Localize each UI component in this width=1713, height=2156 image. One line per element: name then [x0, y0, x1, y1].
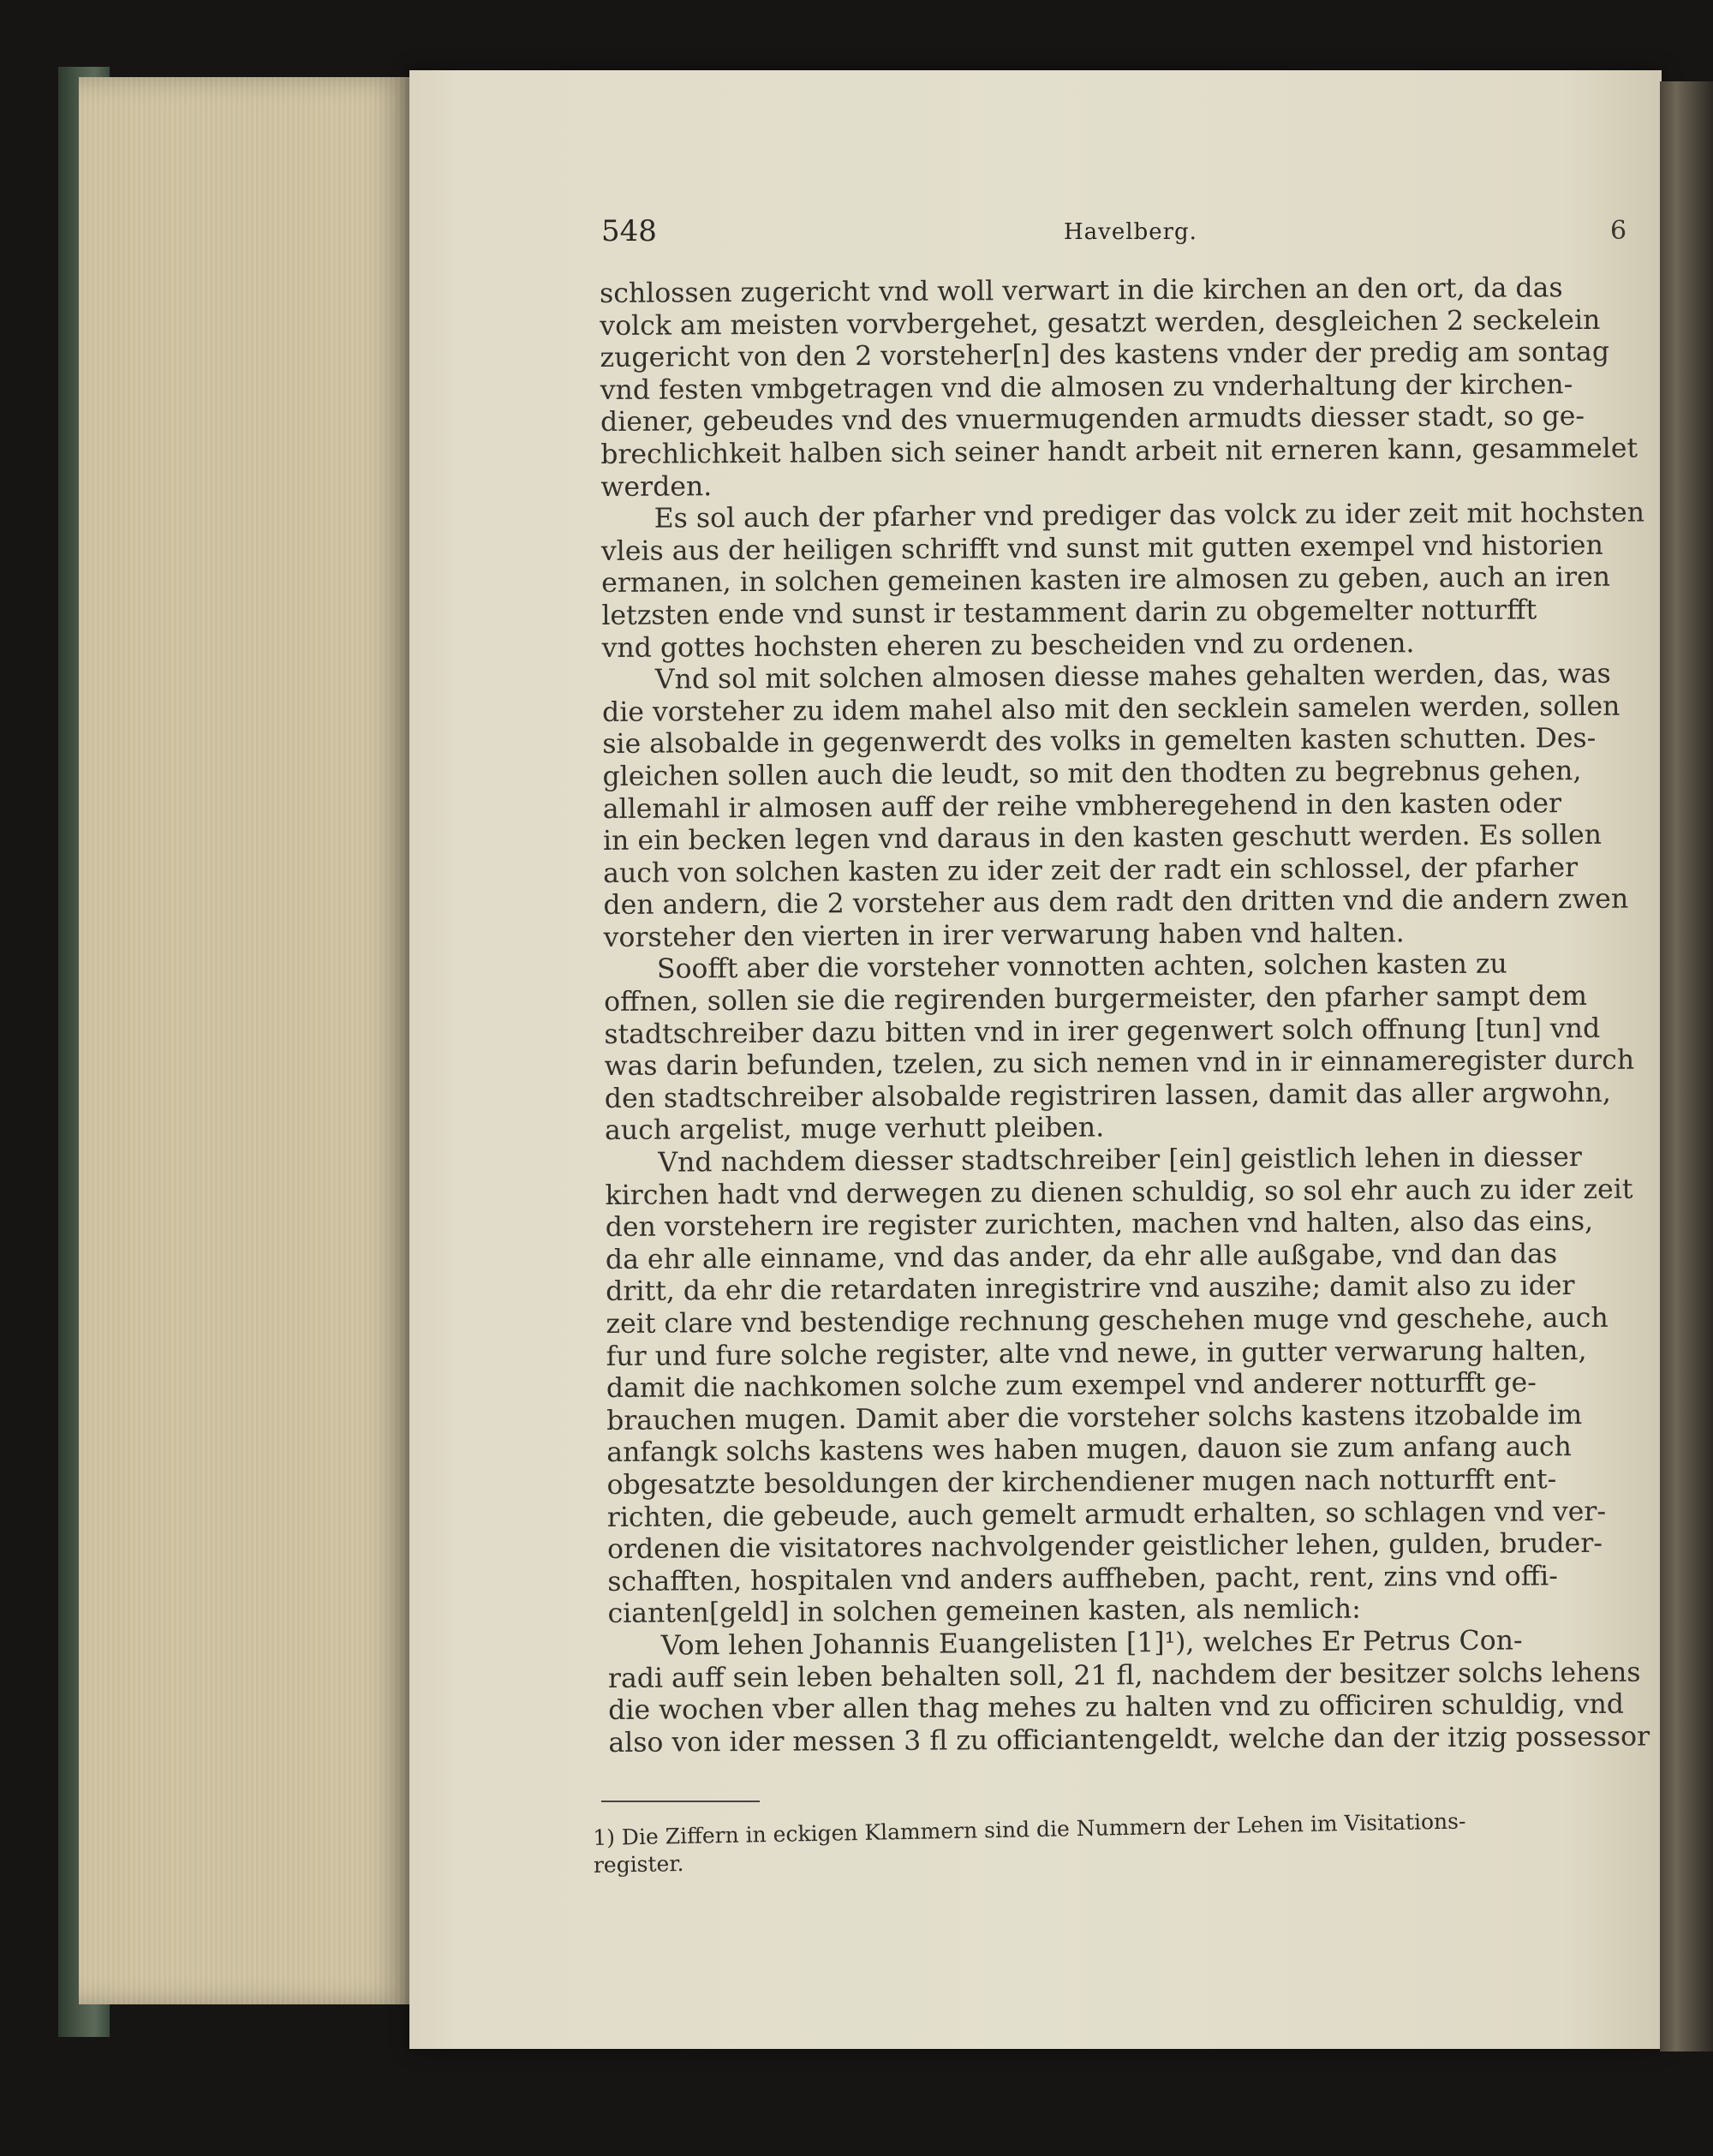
text-line: anfangk solchs kastens wes haben mugen, dauon sie zum anfang auch [606, 1431, 1572, 1469]
page-number: 548 [601, 214, 657, 248]
text-line: Vnd sol mit solchen almosen diesse mahes gehalten werden, das, was [654, 658, 1611, 696]
body-text [600, 272, 1650, 1760]
text-line: Soofft aber die vorsteher vonnotten achten, solchen kasten zu [656, 949, 1507, 986]
text-line: richten, die gebeude, auch gemelt armudt erhalten, so schlagen vnd ver- [606, 1496, 1607, 1533]
text-line: sie alsobalde in gegenwerdt des volks in gemelten kasten schutten. Des- [602, 723, 1597, 761]
text-line: schlossen zugericht vnd woll verwart in die kirchen an den ort, da das [600, 272, 1563, 309]
text-line: in ein becken legen vnd daraus in den kasten geschutt werden. Es sollen [602, 819, 1603, 857]
text-line: die wochen vber allen thag mehes zu halten vnd zu officiren schuldig, vnd [608, 1688, 1625, 1727]
text-line: letzsten ende vnd sunst ir testamment darin zu obgemelter notturfft [601, 594, 1537, 631]
text-line: zugericht von den 2 vorsteher[n] des kastens vnder der predig am sontag [600, 336, 1610, 374]
text-line: auch von solchen kasten zu ider zeit der radt ein schlossel, der pfarher [603, 851, 1579, 889]
text-line: ordenen die visitatores nachvolgender geistlicher lehen, gulden, bruder- [606, 1528, 1603, 1566]
text-line: den stadtschreiber alsobalde registriren lassen, damit das aller argwohn, [604, 1077, 1611, 1114]
text-line: vnd festen vmbgetragen vnd die almosen zu vnderhaltung der kirchen- [600, 368, 1573, 406]
text-line: radi auff sein leben behalten soll, 21 fl, nachdem der besitzer solchs lehens [607, 1657, 1641, 1694]
running-head: Havelberg. [1064, 219, 1197, 245]
text-line: vleis aus der heiligen schrifft vnd sunst mit gutten exempel vnd historien [600, 529, 1603, 567]
text-line: die vorsteher zu idem mahel also mit den secklein samelen werden, sollen [601, 690, 1620, 728]
text-line: cianten[geld] in solchen gemeinen kasten, als nemlich: [607, 1593, 1361, 1630]
text-line: werden. [600, 470, 713, 503]
text-line: offnen, sollen sie die regirenden burgermeister, den pfarher sampt dem [604, 981, 1588, 1018]
text-line: vorsteher den vierten in irer verwarung haben vnd halten. [603, 917, 1405, 953]
text-line: ermanen, in solchen gemeinen kasten ire almosen zu geben, auch an iren [601, 562, 1611, 600]
footnote-line: register. [593, 1850, 684, 1878]
text-line: den vorstehern ire register zurichten, machen vnd halten, also das eins, [605, 1206, 1594, 1244]
text-line: also von ider messen 3 fl zu officiantengeldt, welche dan der itzig possessor [608, 1721, 1650, 1759]
text-line: diener, gebeudes vnd des vnuermugenden armudts diesser stadt, so ge- [600, 401, 1585, 439]
footnote-rule [601, 1801, 760, 1802]
text-line: kirchen hadt vnd derwegen zu dienen schuldig, so sol ehr auch zu ider zeit [605, 1174, 1633, 1211]
page-header [601, 214, 1629, 257]
text-line: obgesatzte besoldungen der kirchendiener mugen nach notturfft ent- [606, 1464, 1557, 1501]
footnote-line: 1) Die Ziffern in eckigen Klammern sind die Nummern der Lehen im Visitations- [593, 1808, 1466, 1850]
text-line: gleichen sollen auch die leudt, so mit den thodten zu begrebnus gehen, [602, 755, 1582, 792]
text-line: zeit clare vnd bestendige rechnung geschehen muge vnd geschehe, auch [606, 1302, 1609, 1340]
corner-mark: 6 [1610, 216, 1627, 246]
text-line: brauchen mugen. Damit aber die vorsteher solchs kastens itzobalde im [606, 1399, 1583, 1436]
text-line: dritt, da ehr die retardaten inregistrire vnd auszihe; damit also zu ider [606, 1270, 1575, 1308]
text-line: damit die nachkomen solche zum exempel vnd anderer notturfft ge- [606, 1367, 1537, 1405]
text-line: was darin befunden, tzelen, zu sich nemen vnd in ir einnameregister durch [604, 1044, 1635, 1083]
text-line: allemahl ir almosen auff der reihe vmbheregehend in den kasten oder [602, 787, 1562, 825]
text-line: Vnd nachdem diesser stadtschreiber [ein] geistlich lehen in diesser [658, 1142, 1583, 1179]
text-line: stadtschreiber dazu bitten vnd in irer gegenwert solch offnung [tun] vnd [604, 1012, 1601, 1050]
text-line: schafften, hospitalen vnd anders auffheben, pacht, rent, zins vnd offi- [607, 1560, 1558, 1598]
text-line: den andern, die 2 vorsteher aus dem radt den dritten vnd die andern zwen [603, 883, 1629, 922]
text-line: volck am meisten vorvbergehet, gesatzt werden, desgleichen 2 seckelein [600, 304, 1601, 342]
text-line: Es sol auch der pfarher vnd prediger das volck zu ider zeit mit hochsten [654, 497, 1645, 535]
text-line: vnd gottes hochsten eheren zu bescheiden vnd zu ordenen. [601, 627, 1415, 664]
text-line: Vom lehen Johannis Euangelisten [1]¹), welches Er Petrus Con- [660, 1625, 1523, 1662]
text-line: brechlichkeit halben sich seiner handt arbeit nit erneren kann, gesammelet [600, 433, 1638, 470]
text-line: da ehr alle einname, vnd das ander, da ehr alle außgabe, vnd dan das [605, 1239, 1558, 1275]
right-page-edge [1660, 81, 1713, 2051]
text-line: auch argelist, muge verhutt pleiben. [604, 1112, 1105, 1147]
text-line: fur und fure solche register, alte vnd newe, in gutter verwarung halten, [606, 1335, 1587, 1372]
page-edges [79, 77, 413, 2004]
